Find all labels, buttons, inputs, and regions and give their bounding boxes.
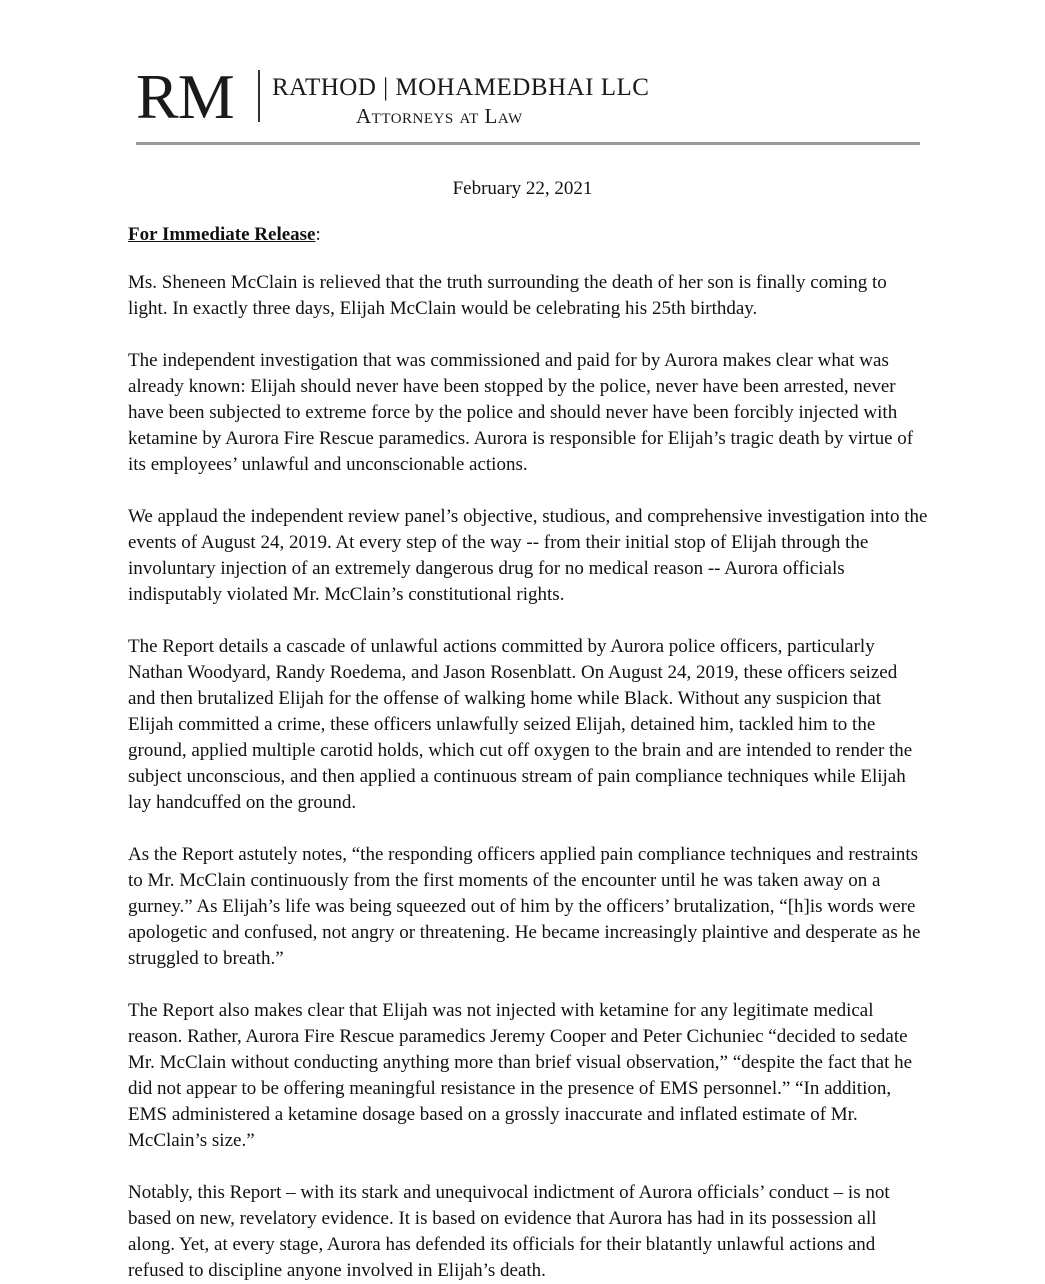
paragraph: Ms. Sheneen McClain is relieved that the truth surrounding the death of her son is finally coming to light. In exactly three days, Elijah McClain would be celebrating his 25th birthday.: [128, 272, 887, 319]
paragraph: The Report also makes clear that Elijah was not injected with ketamine for any legitimate medical reason. Rather, Aurora Fire Rescue paramedics Jeremy Cooper and Peter Cichuniec “decided to sedate Mr. McClain without conducting anything more than brief visual observation,” “despite the fact that he did not appear to be offering meaningful resistance in the presence of EMS personnel.” “In addition, EMS administered a ketamine dosage based on a grossly inaccurate and inflated estimate of Mr. McClain’s size.”: [128, 1000, 913, 1151]
document-body: [128, 222, 928, 1284]
firm-subtitle: Attorneys at Law: [356, 104, 523, 128]
release-suffix: :: [315, 224, 321, 245]
paragraph: Notably, this Report – with its stark and unequivocal indictment of Aurora officials’ conduct – is not based on new, revelatory evidence. It is based on evidence that Aurora has had in its possession all along. Yet, at every stage, Aurora has defended its officials for their blatantly unlawful actions and refused to discipline anyone involved in Elijah’s death.: [128, 1182, 890, 1281]
release-label: For Immediate Release: [128, 224, 316, 245]
paragraph: The independent investigation that was commissioned and paid for by Aurora makes clear what was already known: Elijah should never have been stopped by the police, never have been arrested, never have been subjected to extreme force by the police and should never have been forcibly injected with ketamine by Aurora Fire Rescue paramedics. Aurora is responsible for Elijah’s tragic death by virtue of its employees’ unlawful and unconscionable actions.: [128, 350, 914, 475]
firm-logo-mark: RM: [136, 61, 234, 132]
paragraph: As the Report astutely notes, “the responding officers applied pain compliance techniques and restraints to Mr. McClain continuously from the first moments of the encounter until he was taken away on a gurney.” As Elijah’s life was being squeezed out of him by the officers’ brutalization, “[h]is words were apologetic and confused, not angry or threatening. He became increasingly plaintive and desperate as he struggled to breath.”: [128, 844, 921, 969]
letterhead: [136, 60, 920, 150]
firm-name: RATHOD | MOHAMEDBHAI LLC: [272, 74, 650, 101]
release-heading: [128, 222, 928, 248]
paragraph: We applaud the independent review panel’s objective, studious, and comprehensive investigation into the events of August 24, 2019. At every step of the way -- from their initial stop of Elijah through the involuntary injection of an extremely dangerous drug for no medical reason -- Aurora officials indisputably violated Mr. McClain’s constitutional rights.: [128, 506, 928, 605]
logo-divider: [258, 70, 260, 122]
document-date: February 22, 2021: [452, 178, 593, 199]
paragraph: The Report details a cascade of unlawful actions committed by Aurora police officers, particularly Nathan Woodyard, Randy Roedema, and Jason Rosenblatt. On August 24, 2019, these officers seized and then brutalized Elijah for the offense of walking home while Black. Without any suspicion that Elijah committed a crime, these officers unlawfully seized Elijah, detained him, tackled him to the ground, applied multiple carotid holds, which cut off oxygen to the brain and are intended to render the subject unconscious, and then applied a continuous stream of pain compliance techniques while Elijah lay handcuffed on the ground.: [128, 636, 913, 813]
letterhead-rule: [136, 142, 920, 145]
